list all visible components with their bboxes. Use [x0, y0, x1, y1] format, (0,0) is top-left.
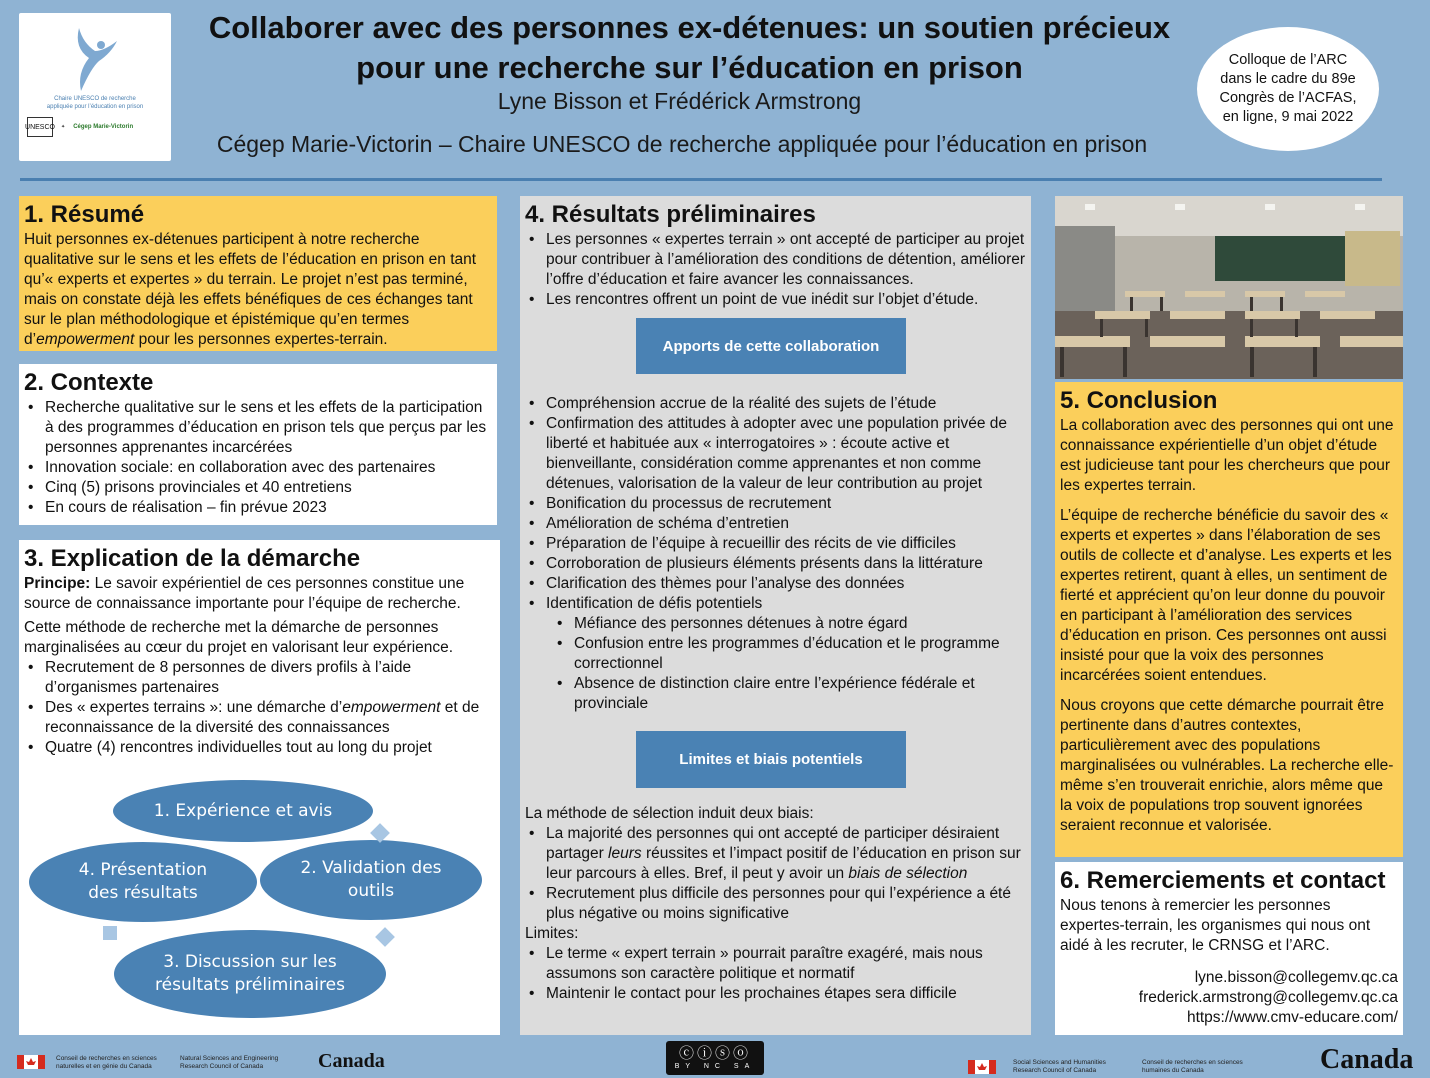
list-item: • Innovation sociale: en collaboration avec des partenaires: [24, 458, 492, 478]
list-item: • Les personnes « expertes terrain » ont accepté de participer au projet pour contribuer à l’amélioration des conditions de détention, améliorer l’offre d’éducation et faire avancer les connaissances.: [525, 230, 1026, 290]
nserc-fr: Conseil de recherches en sciences naturelles et en génie du Canada: [56, 1055, 157, 1070]
list-item: • Amélioration de schéma d’entretien: [525, 514, 1026, 534]
list-item: • Corroboration de plusieurs éléments présents dans la littérature: [525, 554, 1026, 574]
partner-logo: ✦: [61, 124, 66, 130]
title-line-1: Collaborer avec des personnes ex-détenues: un soutien précieux: [208, 10, 1171, 45]
list-item: • Recrutement de 8 personnes de divers profils à l’aide d’organismes partenaires: [24, 658, 495, 698]
limites-list: [525, 944, 1026, 1004]
conclusion-panel: [1055, 382, 1403, 857]
list-item: • Clarification des thèmes pour l’analyse des données: [525, 574, 1026, 594]
contexte-panel: [19, 364, 497, 525]
cc-license-text: BY NC SA: [674, 1063, 756, 1070]
cycle-step-1: 1. Expérience et avis: [111, 778, 375, 844]
institution: Cégep Marie-Victorin – Chaire UNESCO de recherche appliquée pour l’éducation en prison: [216, 131, 1148, 157]
authors: Lyne Bisson et Frédérick Armstrong: [497, 88, 862, 114]
title-line-2: pour une recherche sur l’éducation en prison: [356, 50, 1023, 85]
list-item: • Confirmation des attitudes à adopter avec une population privée de liberté et habituée aux « interrogatoires » : écoute active et bienveillante, considération comme apprenantes et non comme détenues, valorisation de la valeur de leur contribution au projet: [525, 414, 1026, 494]
canada-flag-icon: [17, 1055, 45, 1069]
resultats-intro-list: [525, 230, 1026, 310]
email-link-lyne[interactable]: lyne.bisson@collegemv.qc.ca: [1194, 969, 1398, 986]
biais-list: [525, 824, 1026, 924]
remerciements-panel: [1055, 862, 1403, 1035]
resume-text: Huit personnes ex-détenues participent à notre recherche qualitative sur le sens et les effets de l’éducation en prison en tant qu’« experts et expertes » du terrain. Le projet n’est pas terminé, mais on constate déjà les effets bénéfiques de ces échanges tant sur le plan méthodologique et épistémique qu’en termes d’empowerment pour les personnes expertes-terrain.: [24, 231, 477, 348]
demarche-heading: 3. Explication de la démarche: [24, 545, 361, 572]
bird-logo-icon: [69, 23, 119, 93]
list-item: • Absence de distinction claire entre l’expérience fédérale et provinciale: [525, 674, 1026, 714]
remerciements-heading: 6. Remerciements et contact: [1060, 867, 1386, 894]
sshrc-fr: Conseil de recherches en sciences humaines du Canada: [1142, 1059, 1243, 1074]
demarche-list: [24, 658, 495, 758]
cycle-step-3: 3. Discussion sur les résultats préliminaires: [112, 928, 388, 1020]
remerciements-text: Nous tenons à remercier les personnes expertes-terrain, les organismes qui nous ont aidé à les recruter, le CRNSG et l’ARC.: [1060, 897, 1371, 954]
website-link[interactable]: https://www.cmv-educare.com/: [1186, 1009, 1398, 1026]
conclusion-paragraph: La collaboration avec des personnes qui ont une connaissance expérientielle d’un objet d’étude est judicieuse tant pour les chercheurs que pour les expertes terrain.: [1060, 417, 1394, 494]
list-item: • Quatre (4) rencontres individuelles tout au long du projet: [24, 738, 495, 758]
nserc-en: Natural Sciences and Engineering Research Council of Canada: [180, 1055, 279, 1070]
canada-flag-icon: [968, 1060, 996, 1074]
methode-text: Cette méthode de recherche met la démarche de personnes marginalisées au cœur du projet en valorisant leur expérience.: [24, 619, 454, 656]
list-item: • Bonification du processus de recrutement: [525, 494, 1026, 514]
classroom-illustration-icon: [1055, 196, 1403, 379]
defis-list: [525, 614, 1026, 714]
list-item: • La majorité des personnes qui ont accepté de participer désiraient partager leurs réussites et l’impact positif de l’éducation en prison sur leur parcours à elles. Bref, il peut y avoir un biais de sélection: [525, 824, 1026, 884]
list-item: • Maintenir le contact pour les prochaines étapes sera difficile: [525, 984, 1026, 1004]
canada-wordmark-left: Canada: [318, 1050, 385, 1072]
poster-title: [172, 8, 1207, 88]
header-divider: [20, 178, 1382, 181]
list-item: • Confusion entre les programmes d’éducation et le programme correctionnel: [525, 634, 1026, 674]
unesco-logo: UNESCO: [27, 117, 53, 137]
principe-text: Principe: Le savoir expérientiel de ces personnes constitue une source de connaissance importante pour l’équipe de recherche.: [24, 575, 465, 612]
chaire-unesco-logo: [19, 13, 171, 161]
list-item: • Des « expertes terrains »: une démarche d’empowerment et de reconnaissance de la diversité des connaissances: [24, 698, 495, 738]
list-item: • Compréhension accrue de la réalité des sujets de l’étude: [525, 394, 1026, 414]
cmv-logo: Cégep Marie-Victorin: [73, 123, 134, 130]
apports-banner: Apports de cette collaboration: [636, 318, 906, 374]
list-item: • Les rencontres offrent un point de vue inédit sur l’objet d’étude.: [525, 290, 1026, 310]
list-item: • En cours de réalisation – fin prévue 2023: [24, 498, 492, 518]
list-item: • Préparation de l’équipe à recueillir des récits de vie difficiles: [525, 534, 1026, 554]
conclusion-heading: 5. Conclusion: [1060, 387, 1218, 414]
limites-banner: Limites et biais potentiels: [636, 731, 906, 788]
email-link-frederick[interactable]: frederick.armstrong@collegemv.qc.ca: [1138, 989, 1398, 1006]
colloque-text: Colloque de l’ARC dans le cadre du 89e Congrès de l’ACFAS, en ligne, 9 mai 2022: [1219, 52, 1357, 125]
conclusion-paragraph: Nous croyons que cette démarche pourrait être pertinente dans d’autres contextes, particulièrement avec des populations marginalisées ou vulnérables. La recherche elle-même s’en trouverait enrichie, alors même que la voix de populations trop souvent ignorées seraient reconnue et valorisée.: [1060, 697, 1394, 834]
biais-intro: La méthode de sélection induit deux biais:: [525, 805, 814, 822]
apports-list: [525, 394, 1026, 614]
logo-caption-2: appliquée pour l’éducation en prison: [46, 104, 144, 110]
logo-caption-1: Chaire UNESCO de recherche: [54, 96, 136, 102]
list-item: • Le terme « expert terrain » pourrait paraître exagéré, mais nous assumons son caractère politique et normatif: [525, 944, 1026, 984]
colloque-badge: [1197, 27, 1379, 151]
sshrc-en: Social Sciences and Humanities Research Council of Canada: [1013, 1059, 1106, 1074]
list-item: • Méfiance des personnes détenues à notre égard: [525, 614, 1026, 634]
resume-heading: 1. Résumé: [24, 201, 145, 228]
list-item: • Recherche qualitative sur le sens et les effets de la participation à des programmes d’éducation en prison tels que perçus par les personnes apprenantes incarcérées: [24, 398, 492, 458]
limites-intro: Limites:: [525, 925, 579, 942]
cycle-step-2: 2. Validation des outils: [258, 838, 484, 922]
list-item: • Identification de défis potentiels: [525, 594, 1026, 614]
cycle-step-4: 4. Présentation des résultats: [27, 840, 259, 924]
canada-wordmark-right: Canada: [1320, 1044, 1414, 1075]
resultats-heading: 4. Résultats préliminaires: [525, 201, 816, 228]
creative-commons-badge: [666, 1041, 764, 1075]
list-item: • Recrutement plus difficile des personnes pour qui l’expérience a été plus négative ou moins significative: [525, 884, 1026, 924]
contexte-list: [24, 398, 492, 518]
list-item: • Cinq (5) prisons provinciales et 40 entretiens: [24, 478, 492, 498]
conclusion-paragraph: L’équipe de recherche bénéficie du savoir des « experts et expertes » dans l’élaboration de ses outils de collecte et d’analyse. Les experts et les expertes retirent, quant à elles, un sentiment de fierté et apprécient qu’on leur donne du pouvoir en participant à l’amélioration des services d’éducation en prison. Ces personnes ont aussi insisté pour que la voix des personnes incarcérées soient entendues.: [1060, 507, 1392, 684]
resume-panel: [19, 196, 497, 351]
cc-icon: ⓒⓘⓢⓞ: [678, 1045, 751, 1062]
contexte-heading: 2. Contexte: [24, 369, 154, 396]
classroom-photo: [1055, 196, 1403, 379]
arrow-up-icon: [103, 926, 117, 940]
